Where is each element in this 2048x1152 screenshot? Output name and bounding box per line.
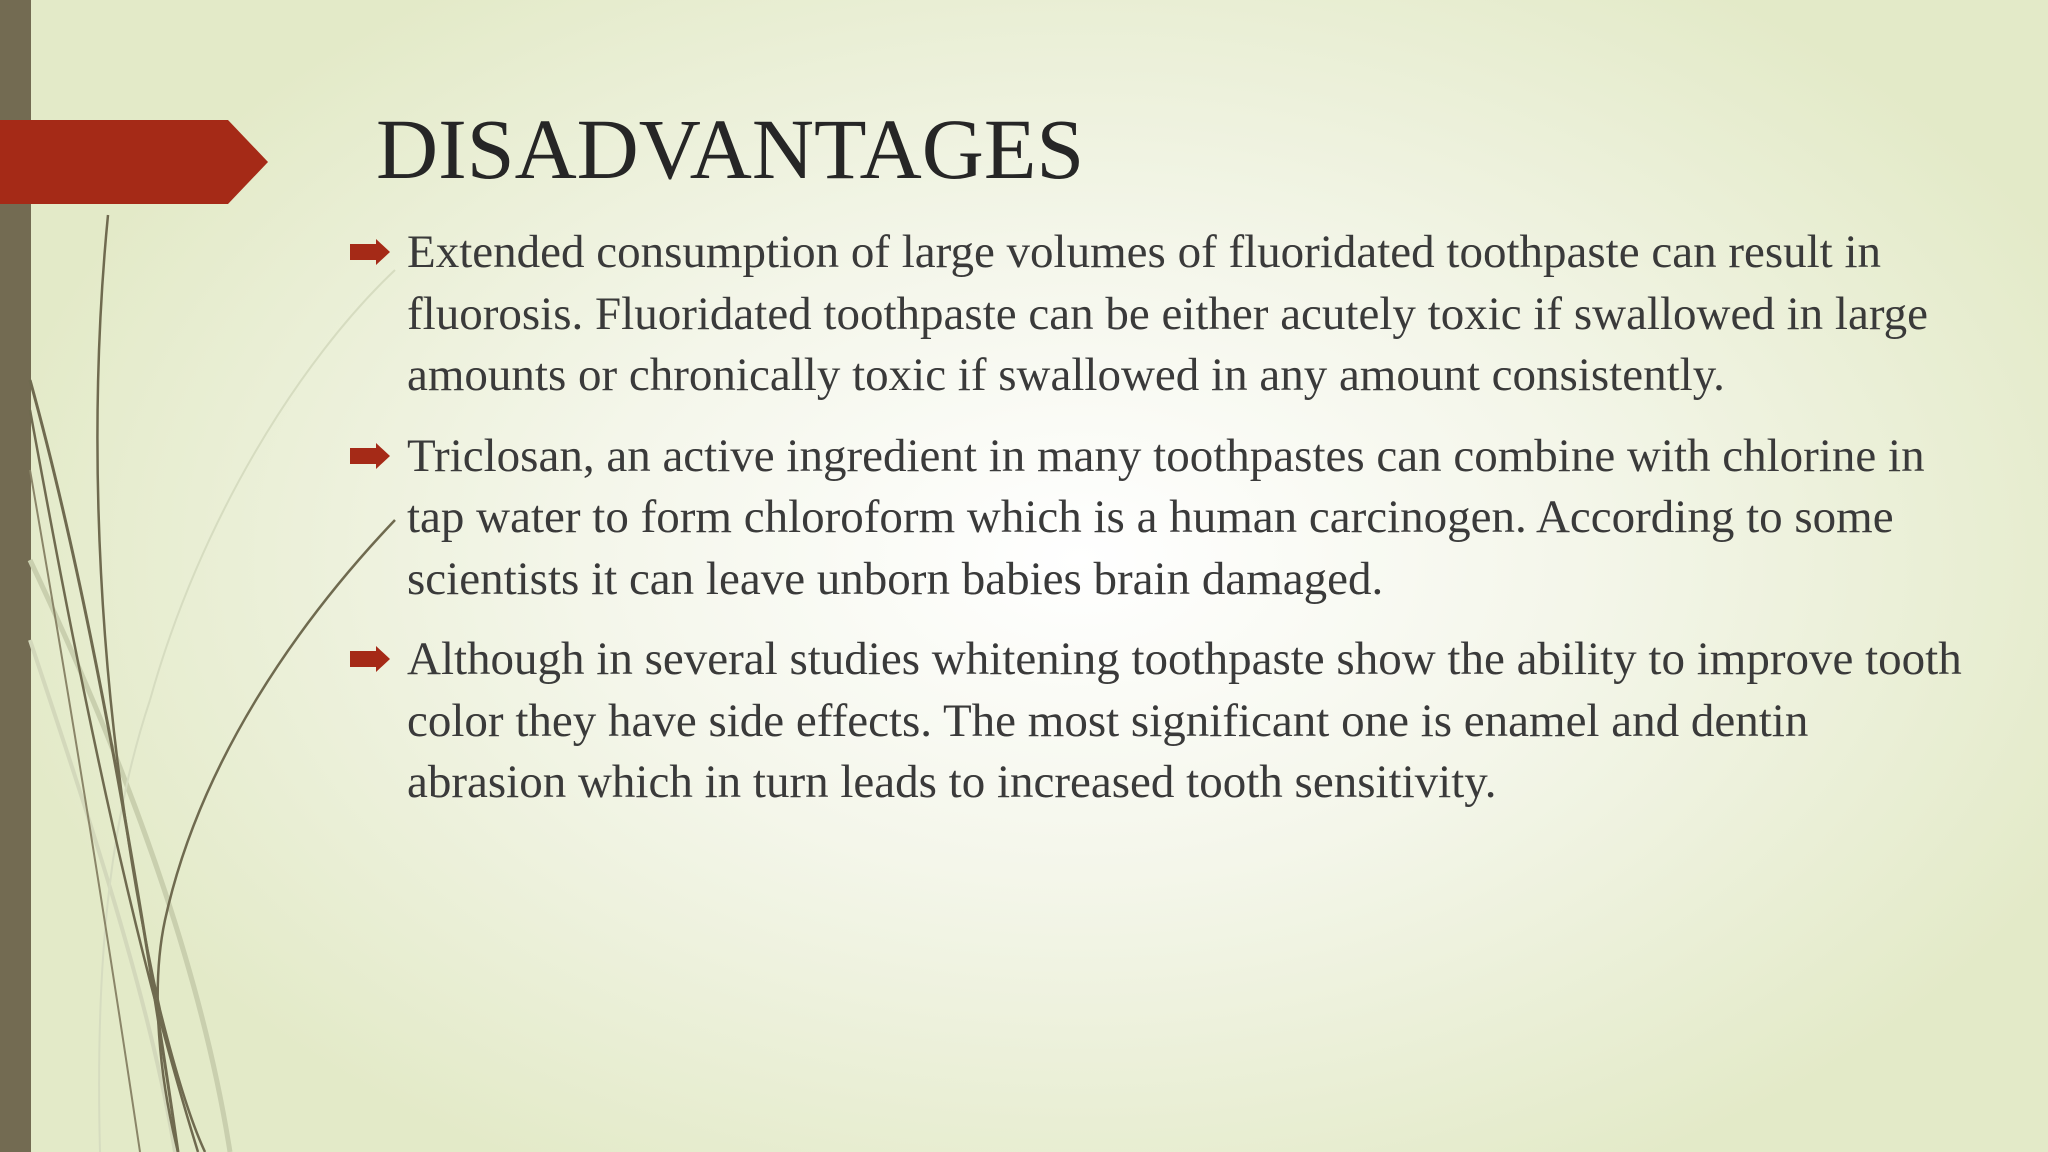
bullet-item <box>350 629 1970 814</box>
slide-title: DISADVANTAGES <box>376 101 1085 197</box>
arrow-right-icon <box>350 646 390 672</box>
arrow-right-icon <box>350 239 390 265</box>
bullet-text: Although in several studies whitening toothpaste show the ability to improve tooth color they have side effects. The most significant one is enamel and dentin abrasion which in turn leads to increased tooth sensitivity. <box>407 633 1962 808</box>
bullet-item <box>350 222 1970 407</box>
bullet-item <box>350 426 1970 611</box>
bullet-list <box>350 222 1970 833</box>
bullet-text: Triclosan, an active ingredient in many toothpastes can combine with chlorine in tap water to form chloroform which is a human carcinogen. According to some scientists it can leave unborn babies brain damaged. <box>407 429 1925 605</box>
arrow-right-icon <box>350 443 390 469</box>
title-accent-tab <box>0 120 268 204</box>
bullet-text: Extended consumption of large volumes of fluoridated toothpaste can result in fluorosis. Fluoridated toothpaste can be either acutely toxic if swallowed in large amounts or chronically toxic if swallowed in any amount consistently. <box>407 226 1928 401</box>
